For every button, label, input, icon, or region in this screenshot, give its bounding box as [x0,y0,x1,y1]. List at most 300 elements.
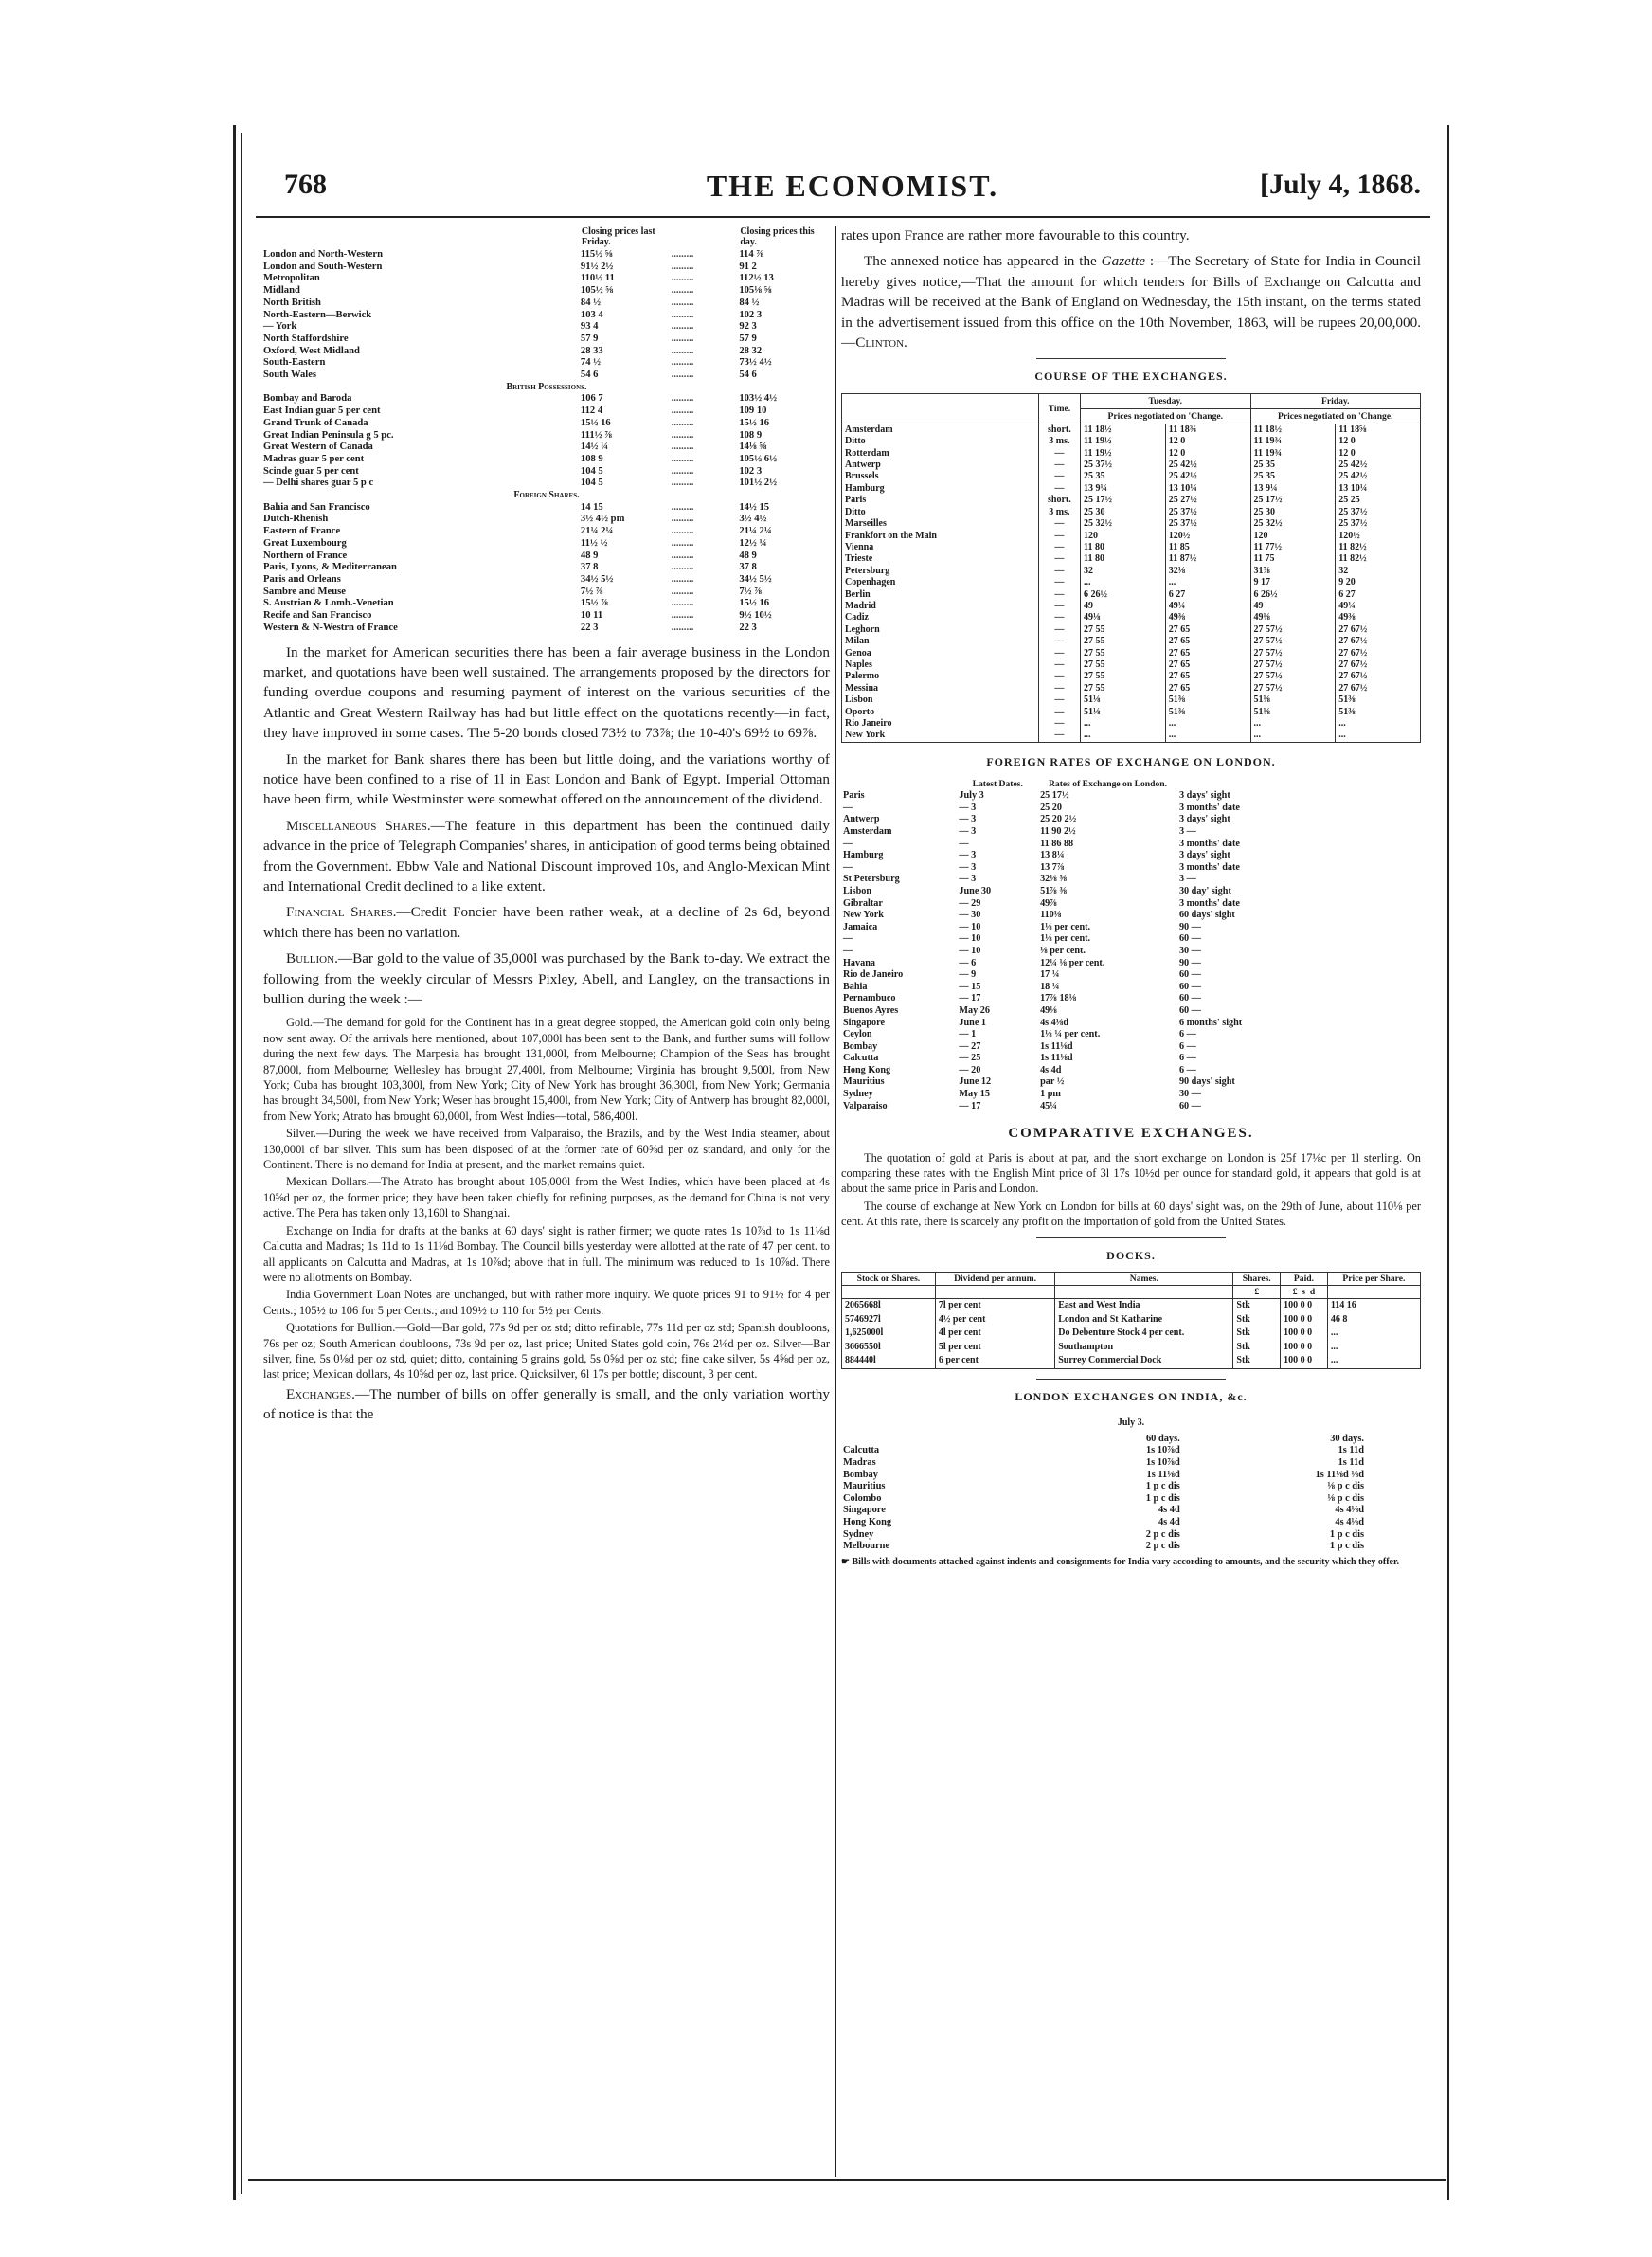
sixty-days-rate: 1 p c dis [1145,1481,1180,1492]
dock-shares: Stk [1233,1341,1281,1355]
rate-term: 60 — [1178,993,1201,1004]
dot-leader: ......... [671,465,694,477]
price-this-day: 22 3 [739,622,757,633]
dock-stock: 884440l [842,1354,936,1368]
stock-row [263,574,830,587]
rate-value: 49⅞ [1040,897,1057,909]
dock-price: ... [1327,1327,1420,1341]
rate-place: Jamaica [843,921,878,932]
docks-header: Paid. [1281,1273,1328,1286]
india-exchanges-table [841,1434,1421,1553]
price-last-friday: 7½ ⅞ [580,586,603,597]
price-last-friday: 37 8 [580,562,599,573]
exchange-place: Naples [842,659,1039,671]
price-last-friday: 28 33 [580,345,603,356]
rate-value: 25 20 [1040,802,1062,813]
rate-term: 90 days' sight [1178,1076,1235,1088]
dock-name: London and St Katharine [1055,1313,1233,1327]
rate-term: 3 days' sight [1178,850,1230,861]
rate-term: 60 — [1178,969,1201,981]
dot-leader: ......... [671,417,694,428]
exchange-time: — [1038,612,1080,623]
dock-stock: 3666550l [842,1341,936,1355]
gold-paragraph: Gold.—The demand for gold for the Continent has in a great degree stopped, the American gold coin only being now sent away. Of the arrivals here mentioned, about 107,000l has been sent to the Bank, and further sums will follow during the next few days. The Marpesia has brought 131,000l, from Melbourne; Champion of the Seas has brought 87,000l, from Melbourne; Wellesley has brought 27,400l, from Melbourne; Virginia has brought 9,500l, from New York; Cuba has brought 103,300l, from New York; City of New York has brought 36,300l, from New York; Germania has brought 34,500l, from New York; Weser has brought 15,400l, from New York; City of Antwerp has brought 82,000l, from New York; Atrato has brought 60,000l, from West Indies—total, 586,400l. [263,1016,830,1123]
exchange-place: Messina [842,683,1039,695]
stock-row [263,273,830,285]
friday-high: 25 37½ [1336,507,1421,518]
price-last-friday: 112 4 [580,406,603,417]
tuesday-header: Tuesday. [1081,393,1250,408]
rate-date: — 3 [959,874,977,885]
notice-signature: Clinton. [855,334,907,352]
price-this-day: 92 3 [739,321,757,333]
foreign-rate-row [841,969,1421,982]
rate-value: 51⅞ ⅜ [1040,885,1068,896]
stock-row [263,623,830,635]
rate-term: 6 months' sight [1178,1017,1243,1028]
stock-row [263,393,830,406]
price-this-day: 105⅛ ⅝ [739,285,772,297]
friday-low: 25 35 [1250,460,1336,471]
sixty-days-rate: 1 p c dis [1145,1492,1180,1504]
course-of-exchanges-table [841,393,1421,743]
tuesday-high: 120½ [1165,531,1250,542]
friday-prices-header: Prices negotiated on 'Change. [1250,408,1421,424]
tuesday-low: 27 55 [1081,659,1166,671]
column-rule [835,226,836,2177]
course-of-exchanges-title: COURSE OF THE EXCHANGES. [1034,370,1228,384]
rate-term: 3 months' date [1178,897,1240,909]
rate-date: — 10 [959,921,981,932]
friday-high: 27 67½ [1336,648,1421,659]
stock-row [263,346,830,358]
tuesday-low: 13 9¼ [1081,483,1166,495]
rate-term: 90 — [1178,957,1201,968]
rate-term: 30 — [1178,1089,1201,1100]
stock-name: Great Western of Canada [263,442,373,453]
dock-price: 46 8 [1327,1313,1420,1327]
stock-row [263,321,830,334]
friday-low: 51⅛ [1250,695,1336,706]
tuesday-high: 11 85 [1165,542,1250,553]
india-place: Sydney [843,1528,874,1540]
tuesday-low: 27 55 [1081,671,1166,682]
tuesday-high: 49¼ [1165,601,1250,612]
exchange-row [842,601,1421,612]
price-this-day: 57 9 [739,333,757,344]
exchange-row [842,636,1421,647]
foreign-rate-row [841,886,1421,898]
dot-leader: ......... [671,429,694,441]
exchange-place: Oporto [842,707,1039,718]
rate-term: 30 day' sight [1178,885,1231,896]
stock-row [263,334,830,346]
thirty-days-rate: ⅛ p c dis [1327,1481,1364,1492]
stock-row [263,610,830,623]
exchange-time: — [1038,448,1080,460]
dot-leader: ......... [671,249,694,260]
rate-place: — [843,802,853,813]
rate-value: 18 ¼ [1040,981,1060,992]
dock-dividend: 4½ per cent [935,1313,1054,1327]
foreign-rate-row [841,1018,1421,1030]
price-last-friday: 22 3 [580,622,599,633]
rate-place: — [843,838,853,849]
british-possessions-subhead: British Possessions. [506,381,587,392]
tuesday-high: 25 42½ [1165,460,1250,471]
dock-row [842,1313,1421,1327]
friday-high: 27 67½ [1336,636,1421,647]
foreign-rate-row [841,1101,1421,1113]
stock-name: — Delhi shares guar 5 p c [263,478,374,489]
stock-row [263,370,830,382]
rate-date: — 3 [959,826,977,837]
price-this-day: 84 ½ [739,297,760,308]
india-exchanges-title: LONDON EXCHANGES ON INDIA, &c. [1015,1390,1248,1404]
foreign-rate-row [841,790,1421,803]
india-exchange-row [841,1517,1421,1529]
friday-low: 27 57½ [1250,659,1336,671]
dot-leader: ......... [671,478,694,489]
stock-name: Grand Trunk of Canada [263,417,368,428]
exchange-time: — [1038,553,1080,565]
rate-term: 60 — [1178,1100,1201,1111]
rate-value: 45¼ [1040,1100,1057,1111]
stock-row [263,418,830,430]
exchange-time: 3 ms. [1038,507,1080,518]
rate-place: Hamburg [843,850,884,861]
rate-value: 1s 11⅛d [1040,1040,1073,1052]
friday-low: ... [1250,718,1336,730]
price-last-friday: 84 ½ [580,297,602,308]
exchange-time: — [1038,566,1080,577]
exchange-row [842,648,1421,659]
tuesday-low: 25 32½ [1081,518,1166,530]
exchange-row [842,707,1421,718]
stock-name: Recife and San Francisco [263,610,372,622]
stock-row [263,551,830,563]
friday-high: ... [1336,730,1421,742]
stock-row [263,310,830,322]
dock-shares: Stk [1233,1354,1281,1368]
price-this-day: 112½ 13 [739,273,774,284]
latest-dates-header: Latest Dates. [972,779,1023,790]
rate-date: — 29 [959,897,981,909]
tuesday-high: 51⅜ [1165,695,1250,706]
friday-high: 32 [1336,566,1421,577]
exchange-place: Marseilles [842,518,1039,530]
dock-shares: Stk [1233,1327,1281,1341]
tuesday-low: ... [1081,577,1166,588]
sixty-days-rate: 1s 10⅞d [1145,1445,1180,1456]
dot-leader: ......... [671,573,694,585]
foreign-rate-row [841,850,1421,862]
rate-place: Mauritius [843,1076,885,1088]
right-column [841,226,1421,1568]
india-loan-notes-paragraph: India Government Loan Notes are unchanged, but with rather more inquiry. We quote prices 91 to 91½ for 4 per Cents.; 105½ to 106 for 5 per Cents.; and 109½ to 110 for 5½ per Cents. [263,1288,830,1317]
india-exchange-row [841,1505,1421,1517]
exchange-time: — [1038,648,1080,659]
friday-low: 11 77½ [1250,542,1336,553]
price-this-day: 14⅛ ⅝ [739,442,767,453]
stock-name: Great Luxembourg [263,537,347,549]
price-last-friday: 15½ 16 [580,417,611,428]
exchange-time: — [1038,624,1080,636]
exchange-row [842,612,1421,623]
exchange-place: Ditto [842,436,1039,447]
foreign-rate-row [841,1089,1421,1101]
india-place: Mauritius [843,1481,886,1492]
exchange-place: Genoa [842,648,1039,659]
price-last-friday: 21¼ 2¼ [580,526,614,537]
price-this-day: 54 6 [739,370,757,381]
rate-date: — 3 [959,850,977,861]
rate-value: 1⅛ per cent. [1040,933,1091,945]
rate-term: 60 days' sight [1178,910,1235,921]
comparative-paragraph-1: The quotation of gold at Paris is about at par, and the short exchange on London is 25f 17⅛c per 1l sterling. On comparing these rates with the English Mint price of 3l 17s 10½d per ounce for standard gold, it appears that gold is at about the same price in Paris and London. [841,1150,1421,1196]
stock-name: North Staffordshire [263,333,349,344]
tuesday-high: 25 37½ [1165,507,1250,518]
exchange-time: — [1038,483,1080,495]
exchange-row [842,659,1421,671]
thirty-days-rate: 1 p c dis [1329,1541,1364,1552]
tuesday-low: 11 19½ [1081,448,1166,460]
dock-name: East and West India [1055,1299,1233,1313]
bullion-paragraph: Bullion.—Bar gold to the value of 35,000l was purchased by the Bank to-day. We extract the following from the weekly circular of Messrs Pixley, Abell, and Langley, on the transactions in bullion during the week :— [263,950,830,1007]
friday-low: 25 17½ [1250,495,1336,506]
foreign-rate-row [841,958,1421,970]
rate-date: — 9 [959,969,977,981]
rate-place: Pernambuco [843,993,896,1004]
rate-date: — 10 [959,933,981,945]
foreign-rate-row [841,1029,1421,1041]
rate-value: 4s 4d [1040,1064,1062,1075]
tuesday-high: 27 65 [1165,659,1250,671]
sixty-days-rate: 1s 10⅞d [1145,1457,1180,1469]
friday-high: 25 37½ [1336,518,1421,530]
header-rule [256,216,1430,218]
stock-name: Bahia and San Francisco [263,501,370,513]
price-this-day: 102 3 [739,309,763,320]
tuesday-low: 27 55 [1081,648,1166,659]
exchange-place: Palermo [842,671,1039,682]
dot-leader: ......... [671,273,694,284]
dot-leader: ......... [671,357,694,369]
rate-value: 1 pm [1040,1089,1061,1100]
stock-row [263,502,830,515]
rate-value: 4s 4⅛d [1040,1017,1069,1028]
exchange-time: short. [1038,424,1080,436]
docks-header: Dividend per annum. [935,1273,1054,1286]
friday-low: 13 9¼ [1250,483,1336,495]
tuesday-low: 120 [1081,531,1166,542]
rate-term: 6 — [1178,1029,1196,1040]
dock-price: ... [1327,1354,1420,1368]
gazette-notice-paragraph: The annexed notice has appeared in the Gazette :—The Secretary of State for India in Council hereby gives notice,—That the amount for which tenders for Bills of Exchange on Calcutta and Madras will be received at the Bank of England on Wednesday, the 15th instant, on the terms stated in the advertisement issued from this office on the 10th November, 1863, will be rupees 20,00,000.—Clinton. [841,253,1421,352]
foreign-shares-subhead: Foreign Shares. [513,490,580,501]
exchange-time: — [1038,718,1080,730]
dot-leader: ......... [671,393,694,405]
tuesday-high: 27 65 [1165,624,1250,636]
exchanges-heading: Exchanges. [286,1385,355,1402]
dock-name: Do Debenture Stock 4 per cent. [1055,1327,1233,1341]
tuesday-high: 27 65 [1165,683,1250,695]
docks-header: Shares. [1233,1273,1281,1286]
price-last-friday: 14 15 [580,501,603,513]
exchange-time: — [1038,542,1080,553]
exchange-row [842,424,1421,436]
rate-value: 13 8¼ [1040,850,1065,861]
friday-low: 6 26½ [1250,589,1336,601]
tuesday-low: ... [1081,718,1166,730]
rate-term: 3 months' date [1178,802,1240,813]
dock-paid: 100 0 0 [1281,1313,1328,1327]
mexican-dollars-paragraph: Mexican Dollars.—The Atrato has brought about 105,000l from the West Indies, which have been placed at 4s 10⅝d per oz, the former price; they have been taken chiefly for refining purposes, as the demand for China is not very active. The Pera has taken only 13,160l to Shanghai. [263,1175,830,1220]
friday-low: ... [1250,730,1336,742]
price-this-day: 102 3 [739,465,763,477]
exchange-place: Berlin [842,589,1039,601]
silver-paragraph: Silver.—During the week we have received from Valparaiso, the Brazils, and by the West India steamer, about 130,000l of bar silver. This sum has been disposed of at the former rate of 60⅝d per oz standard, and only for the Continent. There is no demand for India at present, and the market remains quiet. [263,1127,830,1172]
rate-place: Hong Kong [843,1064,891,1075]
rate-place: — [843,861,853,873]
dot-leader: ......... [671,586,694,597]
dot-leader: ......... [671,345,694,356]
foreign-rate-row [841,910,1421,922]
exchange-row [842,553,1421,565]
exchange-time: — [1038,695,1080,706]
tuesday-low: 27 55 [1081,683,1166,695]
foreign-rate-row [841,1076,1421,1089]
tuesday-high: 25 27½ [1165,495,1250,506]
price-last-friday: 48 9 [580,550,599,561]
rate-place: Paris [843,790,865,802]
sixty-days-rate: 4s 4d [1158,1517,1180,1528]
exchange-place: New York [842,730,1039,742]
rate-place: Amsterdam [843,826,892,837]
rate-date: — 17 [959,1100,981,1111]
friday-high: 12 0 [1336,436,1421,447]
foreign-rate-row [841,898,1421,911]
tuesday-high: 12 0 [1165,448,1250,460]
rate-value: 1⅛ ¼ per cent. [1040,1029,1101,1040]
exchange-row [842,448,1421,460]
dot-leader: ......... [671,442,694,453]
exchange-place: Amsterdam [842,424,1039,436]
sixty-days-rate: 2 p c dis [1145,1541,1180,1552]
stock-row [263,298,830,310]
dot-leader: ......... [671,261,694,272]
price-this-day: 101½ 2½ [739,478,778,489]
price-last-friday: 111½ ⅞ [580,429,613,441]
friday-low: 27 57½ [1250,624,1336,636]
friday-low: 11 19¾ [1250,448,1336,460]
tuesday-high: 51⅜ [1165,707,1250,718]
friday-high: 11 82½ [1336,553,1421,565]
price-last-friday: 74 ½ [580,357,602,369]
exchange-row [842,671,1421,682]
rate-place: Rio de Janeiro [843,969,904,981]
exchange-time: — [1038,707,1080,718]
rate-place: Ceylon [843,1029,872,1040]
rate-value: par ½ [1040,1076,1065,1088]
rate-value: 110⅛ [1040,910,1062,921]
divider [1036,1379,1226,1380]
exchanges-paragraph: Exchanges.—The number of bills on offer generally is small, and the only variation worthy of notice is that the [263,1385,830,1423]
exchange-time: — [1038,683,1080,695]
rate-term: 3 — [1178,874,1196,885]
tuesday-high: 27 65 [1165,671,1250,682]
tuesday-high: ... [1165,730,1250,742]
stock-name: London and North-Western [263,249,383,260]
exchange-time: — [1038,671,1080,682]
exchange-place: Brussels [842,471,1039,482]
price-last-friday: 91½ 2½ [580,261,614,272]
rate-date: July 3 [959,790,984,802]
time-header: Time. [1038,393,1080,424]
india-place: Hong Kong [843,1517,892,1528]
rate-date: June 30 [959,885,992,896]
docks-table [841,1272,1421,1369]
stock-name: — York [263,321,297,333]
friday-low: 27 57½ [1250,683,1336,695]
rate-date: — 3 [959,802,977,813]
tuesday-low: 51⅛ [1081,707,1166,718]
foreign-rate-row [841,922,1421,934]
price-last-friday: 104 5 [580,478,603,489]
tuesday-high: 12 0 [1165,436,1250,447]
exchange-time: — [1038,518,1080,530]
bullion-heading: Bullion. [286,950,338,967]
tuesday-low: 51⅛ [1081,695,1166,706]
exchange-place: Copenhagen [842,577,1039,588]
left-border-rule-inner [241,133,242,2194]
exchange-place: Leghorn [842,624,1039,636]
stock-row [263,478,830,490]
stock-row [263,587,830,599]
tuesday-high: 25 37½ [1165,518,1250,530]
bullion-quotations-paragraph: Quotations for Bullion.—Gold—Bar gold, 77s 9d per oz std; ditto refinable, 77s 11d per oz std; Spanish doubloons, 76s per oz; South American doubloons, 73s 9d per oz, last price; United States gold coin, 76s 2⅛d per oz. Silver—Bar silver, fine, 5s 0⅛d per oz std, quiet; ditto, containing 5 grains gold, 5s 0⅝d per oz std; fine cake silver, 5s 4⅝d per oz, last price; Mexican dollars, 4s 10⅝d per oz, last price. Quicksilver, 6l 17s per bottle; discount, 3 per cent. [263,1321,830,1381]
india-exchange-row [841,1470,1421,1482]
india-place: Colombo [843,1492,882,1504]
stock-name: North-Eastern—Berwick [263,309,372,320]
friday-high: 11 82½ [1336,542,1421,553]
price-this-day: 37 8 [739,562,757,573]
india-exchange-row [841,1529,1421,1542]
friday-high: 9 20 [1336,577,1421,588]
price-this-day: 12½ ¼ [739,537,767,549]
tuesday-low: ... [1081,730,1166,742]
stock-name: Eastern of France [263,526,341,537]
india-exchange-row [841,1457,1421,1470]
exchange-place: Lisbon [842,695,1039,706]
foreign-rate-row [841,1065,1421,1077]
thirty-days-rate: 1s 11⅛d ⅛d [1315,1469,1364,1480]
exchange-row [842,695,1421,706]
exchange-row [842,624,1421,636]
tuesday-high: 32⅛ [1165,566,1250,577]
rate-value: 25 17½ [1040,790,1069,802]
tuesday-low: 49 [1081,601,1166,612]
india-exchange-row [841,1541,1421,1553]
foreign-rate-row [841,862,1421,875]
rate-place: Calcutta [843,1053,879,1064]
rate-date: — 3 [959,861,977,873]
price-this-day: 91 2 [739,261,757,272]
dock-row [842,1354,1421,1368]
exchange-row [842,577,1421,588]
foreign-rate-row [841,1005,1421,1018]
exchange-time: — [1038,601,1080,612]
